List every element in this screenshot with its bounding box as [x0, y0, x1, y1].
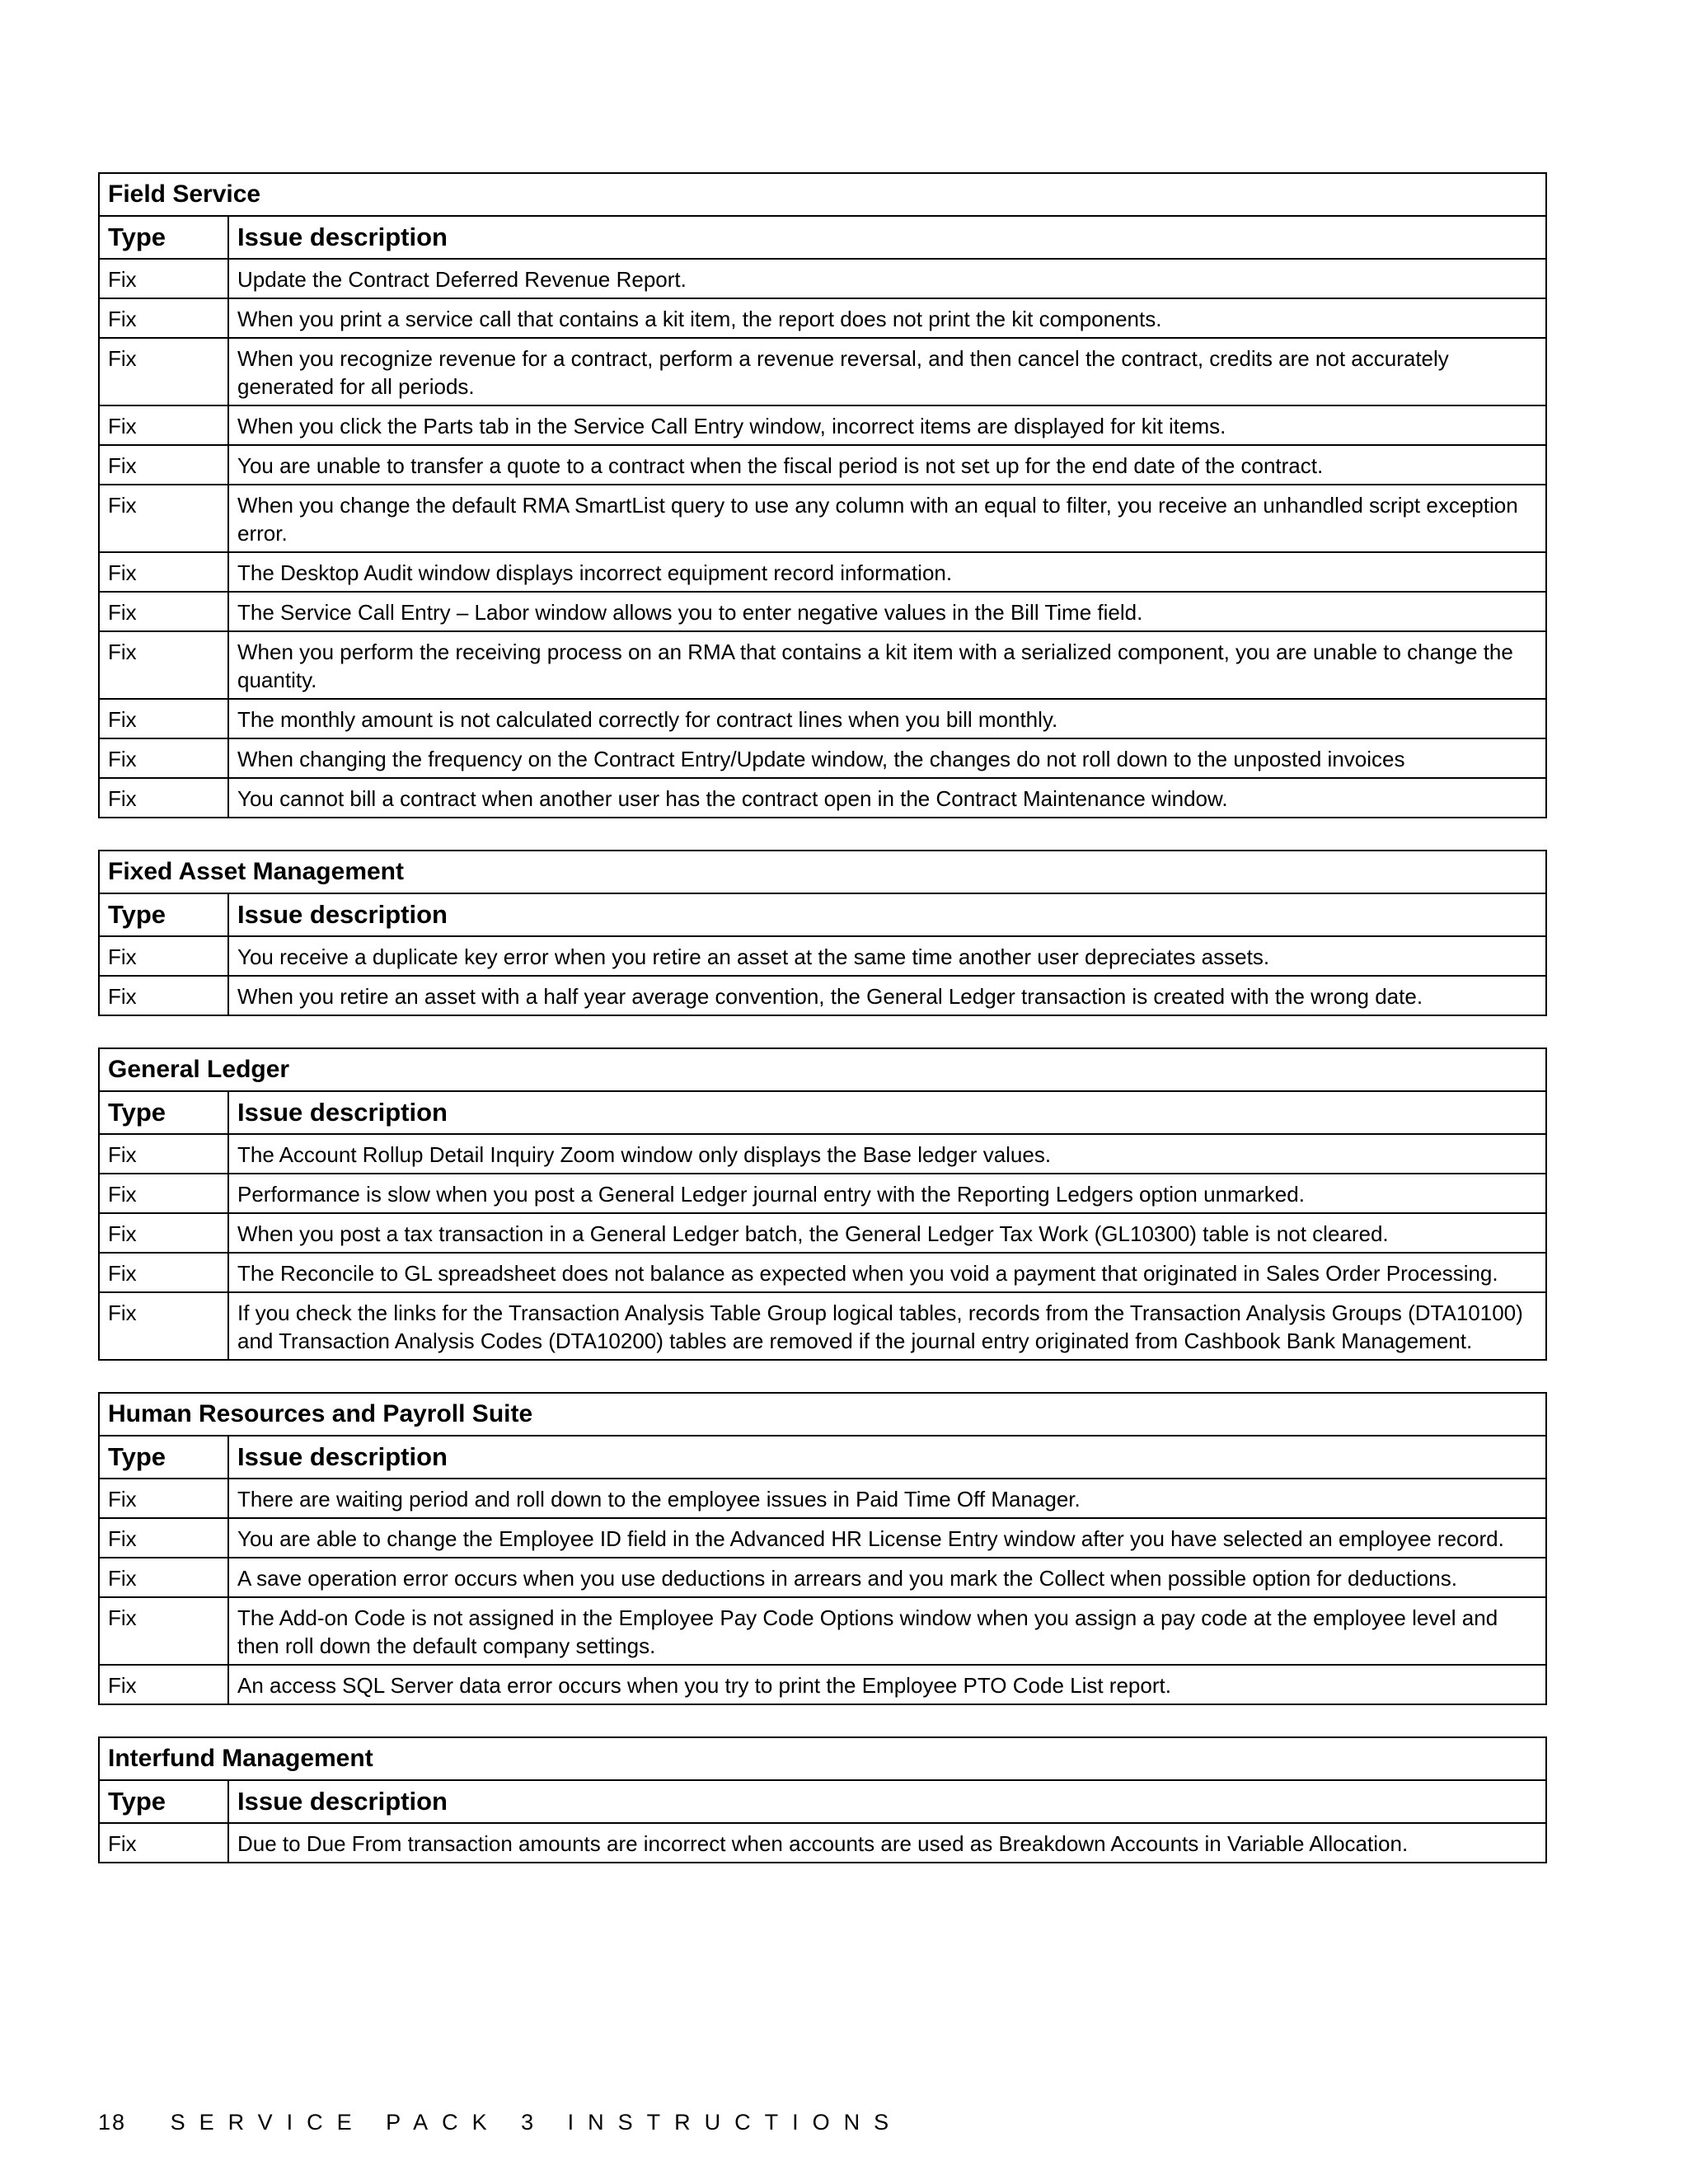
table-row: [99, 338, 1546, 405]
issue-description: When you recognize revenue for a contract, perform a revenue reversal, and then cancel the contract, credits are not accurately generated for all periods.: [228, 338, 1546, 405]
column-header-type: Type: [99, 1091, 228, 1134]
table-row: [99, 485, 1546, 552]
issue-type: Fix: [99, 1597, 228, 1665]
issue-description: There are waiting period and roll down to the employee issues in Paid Time Off Manager.: [228, 1479, 1546, 1518]
issue-description: An access SQL Server data error occurs when you try to print the Employee PTO Code List report.: [228, 1665, 1546, 1704]
issue-type: Fix: [99, 552, 228, 592]
table-row: [99, 1292, 1546, 1360]
issue-type: Fix: [99, 259, 228, 298]
section-title-row: [99, 1393, 1546, 1436]
section-title: Field Service: [99, 173, 1546, 216]
table-row: [99, 445, 1546, 485]
issue-type: Fix: [99, 1213, 228, 1253]
section-title-row: [99, 173, 1546, 216]
table-row: [99, 1213, 1546, 1253]
section-title: Human Resources and Payroll Suite: [99, 1393, 1546, 1436]
table-row: [99, 1134, 1546, 1174]
section-title: Fixed Asset Management: [99, 851, 1546, 893]
issue-description: When you print a service call that contains a kit item, the report does not print the kit components.: [228, 298, 1546, 338]
table-row: [99, 976, 1546, 1015]
page-number: 18: [98, 2110, 127, 2135]
issue-type: Fix: [99, 1558, 228, 1597]
table-row: [99, 1479, 1546, 1518]
table-row: [99, 1174, 1546, 1213]
issue-description: You receive a duplicate key error when you retire an asset at the same time another user depreciates assets.: [228, 936, 1546, 976]
table-row: [99, 631, 1546, 699]
issue-description: The monthly amount is not calculated correctly for contract lines when you bill monthly.: [228, 699, 1546, 738]
table-row: [99, 552, 1546, 592]
table-row: [99, 1518, 1546, 1558]
table-row: [99, 1665, 1546, 1704]
table-row: [99, 936, 1546, 976]
issue-type: Fix: [99, 738, 228, 778]
column-header-row: [99, 216, 1546, 259]
issue-description: When you click the Parts tab in the Service Call Entry window, incorrect items are displayed for kit items.: [228, 405, 1546, 445]
section-table-interfund-management: [98, 1736, 1547, 1863]
column-header-type: Type: [99, 893, 228, 936]
issue-type: Fix: [99, 936, 228, 976]
issue-description: If you check the links for the Transaction Analysis Table Group logical tables, records from the Transaction Analysis Groups (DTA10100) and Transaction Analysis Codes (DTA10200) tables are removed if the journal entry originated from Cashbook Bank Management.: [228, 1292, 1546, 1360]
section-title-row: [99, 1048, 1546, 1091]
section-title: Interfund Management: [99, 1737, 1546, 1780]
column-header-issue-description: Issue description: [228, 893, 1546, 936]
issue-description: You are unable to transfer a quote to a contract when the fiscal period is not set up for the end date of the contract.: [228, 445, 1546, 485]
issue-type: Fix: [99, 1823, 228, 1863]
page-footer: [98, 2109, 903, 2135]
column-header-issue-description: Issue description: [228, 1091, 1546, 1134]
issue-type: Fix: [99, 405, 228, 445]
issue-tables: [98, 172, 1545, 1895]
table-row: [99, 592, 1546, 631]
issue-type: Fix: [99, 445, 228, 485]
column-header-issue-description: Issue description: [228, 1436, 1546, 1479]
section-table-fixed-asset-management: [98, 850, 1547, 1016]
issue-description: The Service Call Entry – Labor window allows you to enter negative values in the Bill Time field.: [228, 592, 1546, 631]
issue-type: Fix: [99, 338, 228, 405]
issue-type: Fix: [99, 1518, 228, 1558]
table-row: [99, 1597, 1546, 1665]
table-row: [99, 405, 1546, 445]
column-header-row: [99, 1780, 1546, 1823]
table-row: [99, 259, 1546, 298]
section-title-row: [99, 1737, 1546, 1780]
table-row: [99, 1253, 1546, 1292]
table-row: [99, 699, 1546, 738]
issue-type: Fix: [99, 631, 228, 699]
section-title-row: [99, 851, 1546, 893]
issue-description: The Account Rollup Detail Inquiry Zoom window only displays the Base ledger values.: [228, 1134, 1546, 1174]
issue-description: The Add-on Code is not assigned in the Employee Pay Code Options window when you assign a pay code at the employee level and then roll down the default company settings.: [228, 1597, 1546, 1665]
column-header-type: Type: [99, 1780, 228, 1823]
document-title: SERVICE PACK 3 INSTRUCTIONS: [170, 2110, 903, 2135]
column-header-type: Type: [99, 1436, 228, 1479]
issue-description: When you change the default RMA SmartList query to use any column with an equal to filter, you receive an unhandled script exception error.: [228, 485, 1546, 552]
table-row: [99, 778, 1546, 818]
column-header-issue-description: Issue description: [228, 216, 1546, 259]
issue-type: Fix: [99, 1479, 228, 1518]
issue-type: Fix: [99, 592, 228, 631]
table-row: [99, 1823, 1546, 1863]
column-header-row: [99, 893, 1546, 936]
issue-description: When you post a tax transaction in a General Ledger batch, the General Ledger Tax Work (GL10300) table is not cleared.: [228, 1213, 1546, 1253]
issue-type: Fix: [99, 485, 228, 552]
issue-type: Fix: [99, 1253, 228, 1292]
section-table-human-resources-and-payroll-suite: [98, 1392, 1547, 1705]
issue-type: Fix: [99, 1292, 228, 1360]
issue-type: Fix: [99, 778, 228, 818]
issue-description: The Reconcile to GL spreadsheet does not balance as expected when you void a payment that originated in Sales Order Processing.: [228, 1253, 1546, 1292]
issue-description: Due to Due From transaction amounts are incorrect when accounts are used as Breakdown Accounts in Variable Allocation.: [228, 1823, 1546, 1863]
issue-description: The Desktop Audit window displays incorrect equipment record information.: [228, 552, 1546, 592]
issue-description: You cannot bill a contract when another user has the contract open in the Contract Maintenance window.: [228, 778, 1546, 818]
section-table-general-ledger: [98, 1047, 1547, 1361]
column-header-issue-description: Issue description: [228, 1780, 1546, 1823]
column-header-type: Type: [99, 216, 228, 259]
issue-description: When you retire an asset with a half year average convention, the General Ledger transaction is created with the wrong date.: [228, 976, 1546, 1015]
issue-type: Fix: [99, 1174, 228, 1213]
table-row: [99, 1558, 1546, 1597]
issue-description: You are able to change the Employee ID field in the Advanced HR License Entry window after you have selected an employee record.: [228, 1518, 1546, 1558]
issue-description: A save operation error occurs when you use deductions in arrears and you mark the Collect when possible option for deductions.: [228, 1558, 1546, 1597]
column-header-row: [99, 1091, 1546, 1134]
table-row: [99, 298, 1546, 338]
issue-type: Fix: [99, 1134, 228, 1174]
column-header-row: [99, 1436, 1546, 1479]
table-row: [99, 738, 1546, 778]
issue-description: Update the Contract Deferred Revenue Report.: [228, 259, 1546, 298]
issue-description: Performance is slow when you post a General Ledger journal entry with the Reporting Ledgers option unmarked.: [228, 1174, 1546, 1213]
issue-type: Fix: [99, 1665, 228, 1704]
section-title: General Ledger: [99, 1048, 1546, 1091]
issue-type: Fix: [99, 976, 228, 1015]
section-table-field-service: [98, 172, 1547, 818]
issue-type: Fix: [99, 699, 228, 738]
issue-description: When you perform the receiving process on an RMA that contains a kit item with a serialized component, you are unable to change the quantity.: [228, 631, 1546, 699]
issue-description: When changing the frequency on the Contract Entry/Update window, the changes do not roll down to the unposted invoices: [228, 738, 1546, 778]
issue-type: Fix: [99, 298, 228, 338]
